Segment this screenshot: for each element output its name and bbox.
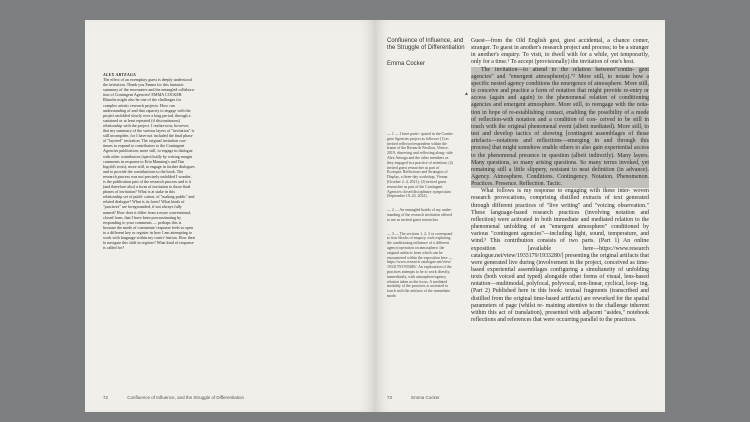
main-text	[471, 38, 649, 324]
running-author: Emma Cocker	[411, 395, 440, 400]
highlighted-paragraph: The invitation—to attend to the relation between"contin- gent agencies" and "emergent atmosphere(s)."² More still, to notate how a specific nested agency conditions the emergence of atmosphere. More still, to conceive and practice a form of notation that might provide re-entry or access (again and again) to the phenomenal relation of conditioning agencies and emergent atmosphere. More still, to reengage with the nota- tion in hope of re-establishing contact, enabling the possibility of a mode of reflection-with notation and a condition of con- ceived to be still in touch with the original phenomenal event (albeit mediated). More still, to test and develop tactics of showing [contingent assemblages of those artefacts—notations and reflections—emerging in and through this process] that might somehow enable others to also gain experiential access to the phenomenal presence in question (albeit indirectly). Many layers. Many questions, so many arising questions. So many terms invoked, yet remaining still a little slippery, resistant to neat definition (in advance). Agency. Atmosphere. Conditions. Contingency. Notation. Phenomenon. Practices. Presence. Reflection. Tactic.	[471, 66, 649, 188]
body-paragraph: What follows is my response to engaging with these inter- woven research provocations, comprising distilled extracts of text generated through different practices of "live writing" and "voicing observation." These language-based research practices (involving notation and reflection) were activated in both immediate and mediated relation to the phenomenal unfolding of an "emergent atmosphere" conditioned by various "contingent agencies"—including light, sound, temperature, and wind.³ This contribution consists of two parts. (Part 1) An online exposition [available here—https://www.research catalogue.net/view/1933179/1933280/] presenting the original artifacts that were generated live during (involvement in the project, conceived as time-based experiential assemblages configuring a simultaneity of unfolding texts (both voiced and typed) alongside other forms of visual, lens-based notation—multimodal, polyfocal, polyvocal, non-linear, cyclical, loop- ing. (Part 2) Published here in this book: textual fragments (transcribed and distilled from the original time-based artifacts) are reworked for the spatial parameters of page (whilst re- maining attentive to the challenge inherent within this act of translation), presented with adjacent "asides," notebook reflections and references that were occurring parallel to the practices.	[471, 188, 649, 324]
right-footer	[387, 395, 440, 400]
side-notes	[387, 132, 455, 308]
side-note: — 2 — An entangled braids of my under- standing of the research invitation offered to me as invited guest researcher.	[387, 208, 453, 222]
author-name: ALEX ARTEAGA	[103, 72, 137, 77]
book-spread	[85, 20, 665, 412]
page-number: 72	[103, 395, 109, 400]
dialogue-column	[103, 72, 195, 250]
chapter-author: Emma Cocker	[387, 60, 426, 67]
page-number: 73	[387, 395, 393, 400]
right-page	[375, 20, 665, 412]
dialogue-text: The effect of an exemplary guest is deeply understood the invitation. Thank you Emma for this fantastic summary of the encounters and the entangled collabora- tion of Contingent Agencies! EMMA COCKER Blanche might also be one of the challenges for complex artistic research projects: How can understanding of and that capacity to engage with the project unfolded slowly over a long period, through a sustained or at least repeated (if discontinuous) relationship with the project. I realize now, however, that my summary of the various layers of "invitation" is still incomplete, for I have not included the final phase of "layered" invitation. The original invitation con- tinues to expand to contributors to the Contingent Agencies publication; more still, to engage in dialogue with other contributors (specifically by writing margin comments in response to Erin Manning's and Tim Ingold's texts); more still, to engage in further dialogues and to provide the contributions to the book. The research process was not precisely unfolded I wonder, is the publication part of the research process and is it (and therefore also) a form of invitation to those final phases of invitation? What is at stake in this relationship set of publi- cation, of "making public" and related dialogue? What is its form? What kinds of "practices" are foregrounded, if not always fully named? How does it differ from a more conventional, closed form, that I have been procrastinating by responding to your comments — perhaps this is because the mode of comments/ response feels so open to a different key or register in how I am attempting to work with language within my contri- bution. How then to navigate this shift in register? What kind of response is called for?	[103, 77, 195, 251]
chapter-title-block	[387, 38, 467, 67]
left-page	[85, 20, 375, 412]
margin-marker-icon: ▲	[464, 92, 469, 97]
side-note: — 3 — The sections 1, 2, 3 or correspond to four blocks of enquiry, each exploring the conditioning influence of a different agency/operation on atmosphere, the original artifacts from which can be encountered within the exposition here — https://www.research catalogue.net/view/ 1933179/1933280/. An exploration of the practices attempts to be to work directly, immediately, with atmosphere/agency relation taken as the focus. A mediated modality of the practices is activated to touch with the artifacts of the immediate mode.	[387, 231, 453, 298]
chapter-title: Confluence of Influence, and the Struggle of Differentiation	[387, 38, 465, 52]
left-footer	[103, 395, 244, 400]
body-paragraph: Guest—from the Old English gest, giest accidental, a chance comer, stranger. To guest in another's research project and process; to be a stranger in another's enquiry. To visit, to dwell with for a while, yet temporarily, only for a time.¹ To accept (provisionally) the invitation of one's host.	[471, 38, 649, 66]
side-note: — 1 — I have partic- ipated in the Contin- gent Agencies project as follower (1) as invited reflector/respondent within the frame of the Research Pavilion, Venice, 2019, observing and reflecting along- side Alex Arteaga and the other members as they engaged in a practice of attention; (2) invited guest researcher as part of Ecotopia: Reflections and Strategies of Display, a three-day workshop, Vienna (October 2–4, 2021); (3) invited guest researcher as part of the Contingent Agencies closed disciplinary symposium (September 19–23, 2022).	[387, 132, 454, 199]
running-title: Confluence of Influence, and the Struggle of Differentiation	[127, 395, 245, 400]
